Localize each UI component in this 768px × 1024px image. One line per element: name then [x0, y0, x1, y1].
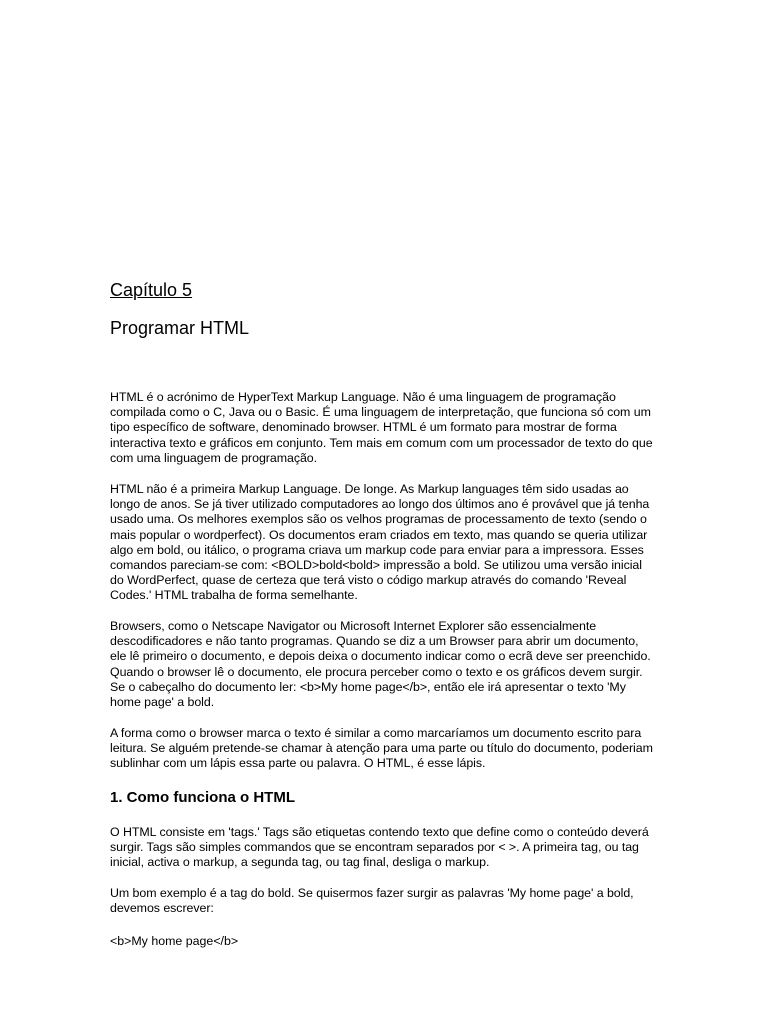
paragraph: Browsers, como o Netscape Navigator ou Microsoft Internet Explorer são essencialmente descodificadores e não tanto programas. Quando se diz a um Browser para abrir um documento, ele lê primeiro o documento, e depois deixa o documento indicar como o ecrã deve ser preenchido. Quando o browser lê o documento, ele procura perceber como o texto e os gráficos devem surgir. Se o cabeçalho do documento ler: <b>My home page</b>, então ele irá apresentar o texto 'My home page' a bold.: [110, 619, 651, 710]
paragraph: A forma como o browser marca o texto é similar a como marcaríamos um documento escrito para leitura. Se alguém pretende-se chamar à atenção para uma parte ou título do documento, poderiam sublinhar com um lápis essa parte ou palavra. O HTML, é esse lápis.: [110, 726, 653, 771]
paragraph: O HTML consiste em 'tags.' Tags são etiquetas contendo texto que define como o conteúdo deverá surgir. Tags são simples commandos que se encontram separados por < >. A primeira tag, ou tag inicial, activa o markup, a segunda tag, ou tag final, desliga o markup.: [110, 825, 649, 870]
chapter-title: Capítulo 5: [110, 280, 193, 300]
paragraph: Um bom exemplo é a tag do bold. Se quisermos fazer surgir as palavras 'My home page' a bold, devemos escrever:: [110, 886, 634, 916]
code-example: <b>My home page</b>: [110, 934, 239, 948]
page-title: Programar HTML: [110, 318, 250, 338]
paragraph: HTML não é a primeira Markup Language. De longe. As Markup languages têm sido usadas ao longo de anos. Se já tiver utilizado computadores ao longo dos últimos ano é provável que já tenha usado uma. Os melhores exemplos são os velhos programas de processamento de texto (sendo o mais popular o wordperfect). Os documentos eram criados em texto, mas quando se queria utilizar algo em bold, ou itálico, o programa criava um markup code para enviar para a impressora. Esses comandos pareciam-se com: <BOLD>bold<bold> impressão a bold. Se utilizou uma versão inicial do WordPerfect, quase de certeza que terá visto o código markup através do comando 'Reveal Codes.' HTML trabalha de forma semelhante.: [110, 482, 650, 603]
paragraph: HTML é o acrónimo de HyperText Markup Language. Não é uma linguagem de programação compilada como o C, Java ou o Basic. É uma linguagem de interpretação, que funciona só com um tipo específico de software, denominado browser. HTML é um formato para mostrar de forma interactiva texto e gráficos em conjunto. Tem mais em comum com um processador de texto do que com uma linguagem de programação.: [110, 390, 653, 465]
section-heading: 1. Como funciona o HTML: [110, 789, 295, 806]
